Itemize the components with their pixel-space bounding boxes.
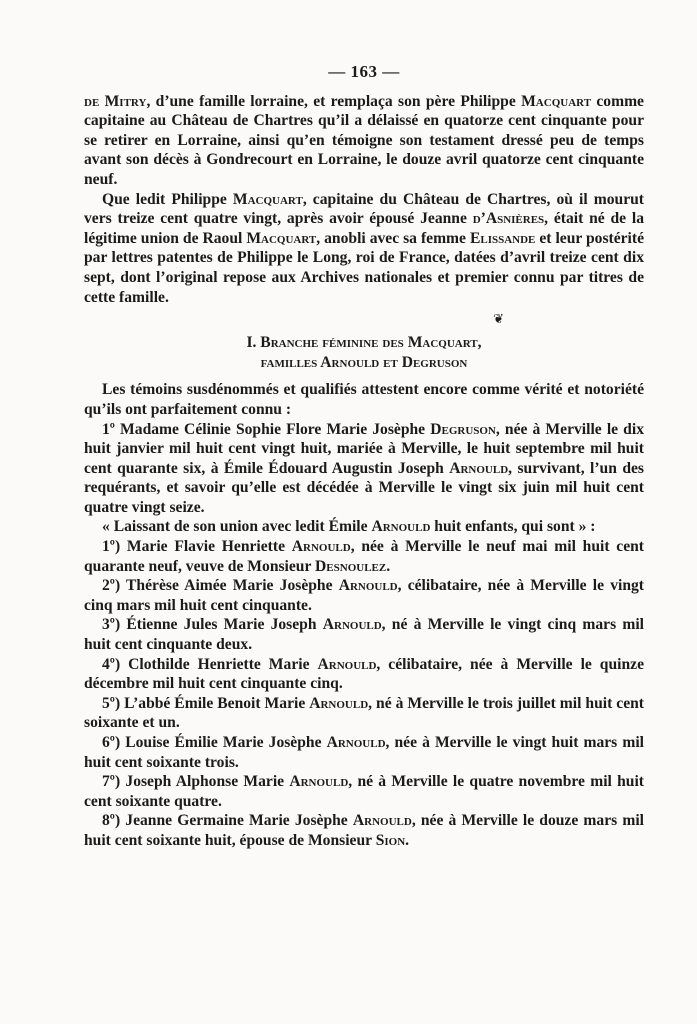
surname: Arnould — [289, 773, 349, 791]
body-section — [84, 380, 644, 850]
page-number: — 163 — — [328, 62, 400, 81]
surname: de Mitry — [84, 92, 147, 110]
body-paragraph — [84, 772, 644, 811]
surname: Arnould — [326, 734, 386, 751]
surname: Arnould — [322, 616, 382, 634]
text-run: 8º) Jeanne Germaine Marie Josèphe — [102, 812, 353, 830]
text-run: comme capitaine au Château de Chartres qu’il a délaissé en quatorze cent cinquante pour se retirer en Lorraine, ainsi qu’en témoigne son testament dressé peu de temps avant son décès à Gondrecourt en Lorraine, le douze avril quatorze cent cinquante neuf. — [84, 92, 644, 188]
text-run: , anobli avec sa femme — [316, 229, 470, 247]
surname: d’Asnières — [472, 210, 545, 228]
surname: Desnoulez — [315, 557, 387, 575]
body-paragraph — [84, 615, 644, 654]
surname: Arnould — [352, 812, 412, 830]
text-run: 4º) Clothilde Henriette Marie — [102, 655, 318, 673]
text-run: , né à Merville le vingt cinq mars mil huit cent cinquante deux. — [84, 616, 645, 654]
body-paragraph — [84, 420, 644, 518]
body-paragraph — [84, 380, 644, 419]
section-heading-line-2: familles Arnould et Degruson — [260, 353, 468, 371]
text-run: , était né de la légitime union de Raoul — [84, 210, 645, 247]
surname: Arnould — [449, 459, 509, 477]
text-run: , survivant, l’un des requérants, et savoir qu’elle est décédée à Merville le vingt six juin mil huit cent quatre vingt seize. — [84, 459, 644, 516]
text-run: Les témoins susdénommés et qualifiés attestent encore comme vérité et notoriété qu’ils ont parfaitement connu : — [84, 381, 644, 418]
text-run: , née à Merville le neuf mai mil huit cent quarante neuf, veuve de Monsieur — [84, 538, 644, 575]
text-run: , né à Merville le quatre novembre mil huit cent soixante quatre. — [84, 773, 645, 810]
surname: Arnould — [309, 694, 369, 712]
text-run: , célibataire, née à Merville le quinze décembre mil huit cent cinquante cinq. — [84, 655, 644, 693]
surname: Arnould — [338, 577, 398, 595]
text-run: 1º Madame Célinie Sophie Flore Marie Josèphe — [102, 420, 431, 438]
text-run: 6º) Louise Émilie Marie Josèphe — [102, 734, 327, 751]
text-run: 1º) Marie Flavie Henriette — [102, 538, 292, 556]
section-heading — [84, 333, 644, 372]
text-run: huit enfants, qui sont » : — [430, 518, 596, 536]
text-run: , né à Merville le trois juillet mil huit cent soixante et un. — [84, 694, 644, 732]
text-run: , célibataire, née à Merville le vingt cinq mars mil huit cent cinquante. — [84, 577, 644, 614]
surname: Elissande — [469, 229, 536, 247]
text-run: 5º) L’abbé Émile Benoit Marie — [102, 694, 310, 712]
text-run: , capitaine du Château de Chartres, où il mourut vers treize cent quatre vingt, après avoir épousé Jeanne — [84, 190, 644, 228]
body-paragraph — [84, 655, 644, 694]
body-paragraph — [84, 811, 644, 850]
surname: Arnould — [291, 538, 351, 556]
surname: Macquart — [232, 190, 303, 208]
surname: Macquart — [521, 92, 592, 110]
ornament-icon: ❦ — [493, 311, 504, 327]
body-paragraph — [84, 517, 644, 537]
text-run: 7º) Joseph Alphonse Marie — [102, 773, 290, 791]
page — [84, 62, 644, 851]
text-run: . — [386, 557, 391, 575]
body-paragraph — [84, 694, 644, 733]
text-run: , d’une famille lorraine, et remplaça son père Philippe — [146, 92, 522, 110]
text-run: , née à Merville le dix huit janvier mil huit cent vingt huit, mariée à Merville, le huit septembre mil huit cent quarante six, à Émile Édouard Augustin Joseph — [84, 420, 644, 477]
text-run: . — [405, 831, 410, 849]
text-run: 3º) Étienne Jules Marie Joseph — [102, 616, 323, 634]
surname: Macquart — [246, 229, 317, 247]
body-paragraph — [84, 733, 644, 772]
text-run: , née à Merville le vingt huit mars mil huit cent soixante trois. — [84, 734, 644, 771]
intro-section — [84, 92, 644, 308]
text-run: « Laissant de son union avec ledit Émile — [102, 518, 372, 536]
surname: Arnould — [371, 518, 431, 536]
section-heading-line-1: I. Branche féminine des Macquart, — [246, 334, 482, 352]
body-paragraph — [84, 576, 644, 615]
text-run: 2º) Thérèse Aimée Marie Josèphe — [102, 577, 339, 595]
intro-paragraph — [84, 190, 644, 308]
text-run: et leur postérité par lettres patentes de Philippe le Long, roi de France, datées d’avril treize cent dix sept, dont l’original repose aux Archives nationales et premier connu par titres de cette famille. — [84, 229, 645, 306]
body-paragraph — [84, 537, 644, 576]
text-run: , née à Merville le douze mars mil huit cent soixante huit, épouse de Monsieur — [84, 812, 644, 849]
surname: Arnould — [317, 655, 377, 673]
surname: Sion — [375, 831, 406, 849]
surname: Degruson — [430, 420, 496, 438]
intro-paragraph — [84, 92, 644, 190]
text-run: Que ledit Philippe — [102, 190, 233, 208]
